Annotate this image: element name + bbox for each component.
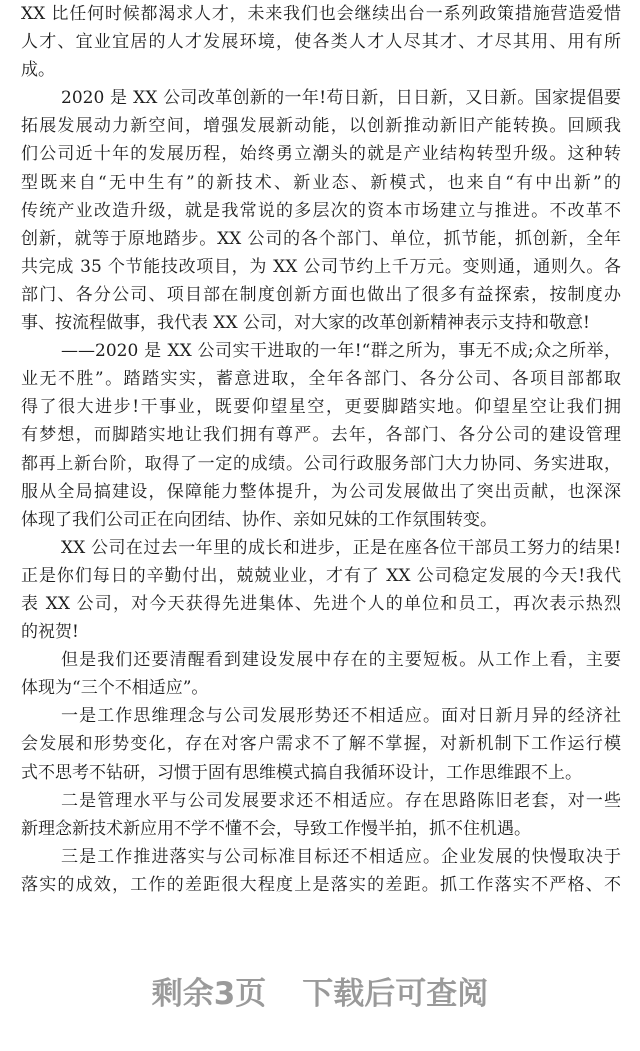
text-line: 部门、各分公司、项目部在制度创新方面也做出了很多有益探索，按制度办 — [21, 284, 621, 305]
text-line: XX 公司在过去一年里的成长和进步，正是在座各位干部员工努力的结果! — [61, 537, 621, 558]
text-line: 传统产业改造升级，就是我常说的多层次的资本市场建立与推进。不改革不 — [21, 200, 621, 221]
text-line: 都再上新台阶，取得了一定的成绩。公司行政服务部门大力协同、务实进取， — [21, 453, 621, 474]
text-line: 落实的成效，工作的差距很大程度上是落实的差距。抓工作落实不严格、不 — [21, 874, 621, 895]
paragraph — [21, 337, 621, 534]
text-line: 表 XX 公司，对今天获得先进集体、先进个人的单位和员工，再次表示热烈 — [21, 593, 621, 614]
text-line: 二是管理水平与公司发展要求还不相适应。存在思路陈旧老套，对一些 — [61, 790, 621, 811]
text-line: 式不思考不钻研，习惯于固有思维模式搞自我循环设计，工作思维跟不上。 — [21, 762, 582, 783]
paragraph — [21, 0, 621, 84]
text-line: 体现了我们公司正在向团结、协作、亲如兄妹的工作氛围转变。 — [21, 509, 497, 530]
text-line: 得了很大进步!干事业，既要仰望星空，更要脚踏实地。仰望星空让我们拥 — [21, 397, 621, 418]
text-line: 新理念新技术新应用不学不懂不会，导致工作慢半拍，抓不住机遇。 — [21, 818, 531, 839]
text-line: 创新，就等于原地踏步。XX 公司的各个部门、单位，抓节能，抓创新，全年 — [21, 228, 621, 249]
text-line: 会发展和形势变化，存在对客户需求不了解不掌握，对新机制下工作运行模 — [21, 734, 621, 755]
paragraph — [21, 84, 621, 337]
text-line: 拓展发展动力新空间，增强发展新动能，以创新推动新旧产能转换。回顾我 — [21, 116, 621, 137]
text-line: 成。 — [21, 60, 55, 81]
text-line: 一是工作思维理念与公司发展形势还不相适应。面对日新月异的经济社 — [61, 706, 621, 727]
download-to-view-text[interactable]: 下载后可查阅 — [302, 976, 489, 1012]
text-line: 型既来自“无中生有”的新技术、新业态、新模式，也来自“有中出新”的 — [21, 172, 621, 193]
paragraph — [21, 787, 621, 843]
text-line: 三是工作推进落实与公司标准目标还不相适应。企业发展的快慢取决于 — [61, 846, 621, 867]
text-line: XX 比任何时候都渴求人才，未来我们也会继续出台一系列政策措施营造爱惜 — [21, 4, 621, 24]
text-line: 们公司近十年的发展历程，始终勇立潮头的就是产业结构转型升级。这种转 — [21, 144, 621, 165]
paragraph — [21, 646, 621, 702]
text-line: 业无不胜”。踏踏实实，蓄意进取，全年各部门、各分公司、各项目部都取 — [21, 369, 621, 390]
document-body — [21, 0, 621, 899]
text-line: 正是你们每日的辛勤付出，兢兢业业，才有了 XX 公司稳定发展的今天!我代 — [21, 565, 621, 586]
text-line: 体现为“三个不相适应”。 — [21, 678, 209, 699]
text-line: 的祝贺! — [21, 622, 79, 643]
text-line: 2020 是 XX 公司改革创新的一年!苟日新，日日新，又日新。国家提倡要 — [61, 88, 621, 109]
paragraph — [21, 843, 621, 899]
download-to-read-more-banner[interactable] — [0, 968, 640, 1013]
paragraph — [21, 534, 621, 646]
text-line: 但是我们还要清醒看到建设发展中存在的主要短板。从工作上看，主要 — [61, 650, 621, 671]
text-line: 服从全局搞建设，保障能力整体提升，为公司发展做出了突出贡献，也深深 — [21, 481, 621, 502]
text-line: 事、按流程做事，我代表 XX 公司，对大家的改革创新精神表示支持和敬意! — [21, 313, 590, 334]
text-line: 人才、宜业宜居的人才发展环境，使各类人才人尽其才、才尽其用、用有所 — [21, 32, 621, 53]
text-line: ——2020 是 XX 公司实干进取的一年!“群之所为，事无不成;众之所举， — [61, 341, 621, 362]
paragraph — [21, 702, 621, 786]
remaining-pages-text: 剩余3页 — [151, 976, 267, 1012]
text-line: 有梦想，而脚踏实地让我们拥有尊严。去年，各部门、各分公司的建设管理 — [21, 425, 621, 446]
text-line: 共完成 35 个节能技改项目，为 XX 公司节约上千万元。变则通，通则久。各 — [21, 256, 621, 277]
